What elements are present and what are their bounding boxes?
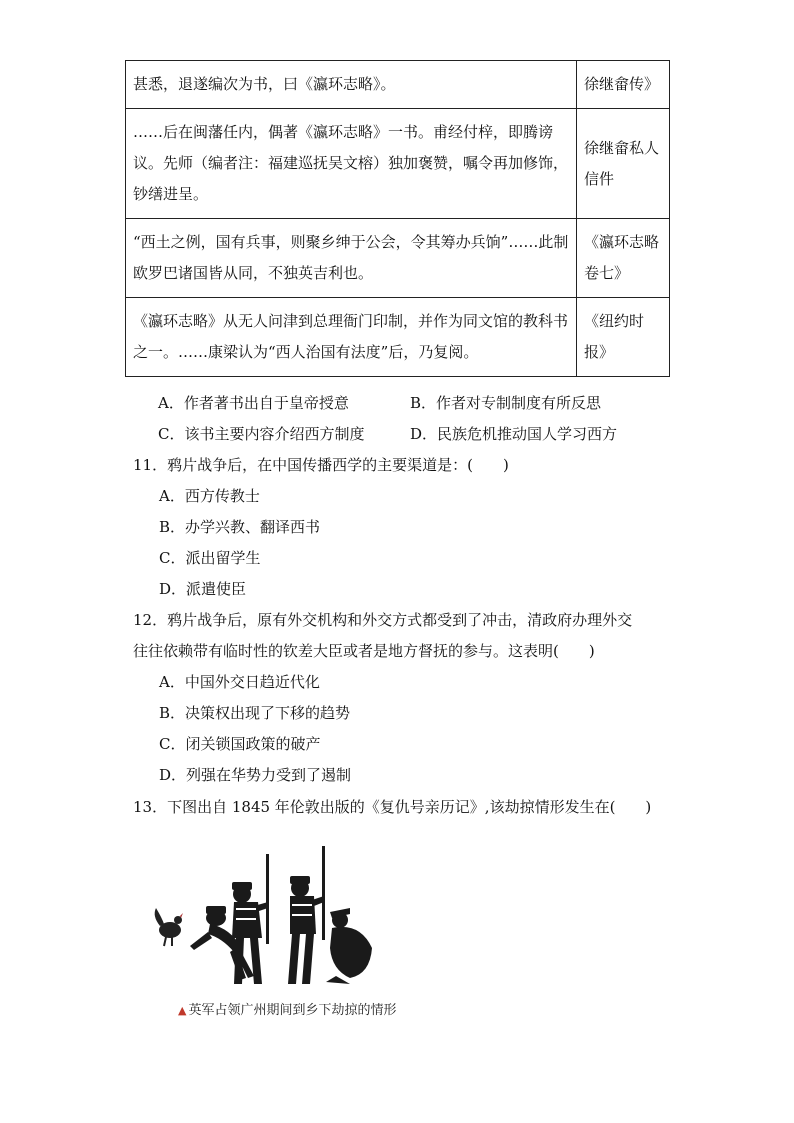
table-row: [126, 109, 670, 219]
figure-caption: [178, 1000, 408, 1022]
table-cell-text: ……后在闽藩任内，偶著《瀛环志略》一书。甫经付梓，即腾谤议。先师（编者注：福建巡抚吴文榕）独加褒赞，嘱令再加修饰，钞缮进呈。: [126, 109, 577, 219]
option-b[interactable]: B．作者对专制制度有所反思: [410, 394, 602, 412]
choice-c[interactable]: C．闭关锁国政策的破产: [159, 735, 321, 753]
choice-d[interactable]: D．列强在华势力受到了遏制: [159, 766, 352, 784]
table-row: [126, 61, 670, 109]
question-stem: 11．鸦片战争后，在中国传播西学的主要渠道是：( ): [133, 456, 509, 474]
question-11: [133, 450, 673, 605]
question-stem-line-1: 12．鸦片战争后，原有外交机构和外交方式都受到了冲击，清政府办理外交: [133, 611, 633, 629]
option-c[interactable]: C．该书主要内容介绍西方制度: [158, 425, 365, 443]
option-a[interactable]: A．作者著书出自于皇帝授意: [158, 394, 349, 412]
source-table: [125, 60, 670, 377]
question-12: [133, 605, 673, 791]
choice-a[interactable]: A．西方传教士: [159, 487, 260, 505]
choice-b[interactable]: B．办学兴教、翻译西书: [159, 518, 321, 536]
table-cell-text: 甚悉，退遂编次为书，曰《瀛环志略》。: [126, 61, 577, 109]
table-cell-text: “西土之例，国有兵事，则聚乡绅于公会，令其筹办兵饷”……此制欧罗巴诸国皆从同，不独英吉利也。: [126, 219, 577, 298]
choice-c[interactable]: C．派出留学生: [159, 549, 261, 567]
soldier-3-figure: [288, 846, 325, 984]
table-cell-text: 《瀛环志略》从无人问津到总理衙门印制，并作为同文馆的教科书之一。……康梁认为“西人治国有法度”后，乃复阅。: [126, 298, 577, 377]
villager-figure: [326, 908, 372, 984]
table-cell-source: 徐继畲传》: [577, 61, 670, 109]
table-cell-source: 《瀛环志略卷七》: [577, 219, 670, 298]
option-d[interactable]: D．民族危机推动国人学习西方: [410, 425, 618, 443]
question-13: [133, 792, 673, 823]
question-stem-line-2: 往往依赖带有临时性的钦差大臣或者是地方督抚的参与。这表明( ): [133, 642, 595, 660]
soldier-2-figure: [232, 854, 269, 984]
table-cell-source: 《纽约时报》: [577, 298, 670, 377]
choice-a[interactable]: A．中国外交日趋近代化: [159, 673, 320, 691]
soldiers-illustration: [150, 838, 400, 998]
caption-text: 英军占领广州期间到乡下劫掠的情形: [188, 1003, 397, 1018]
table-cell-source: 徐继畲私人信件: [577, 109, 670, 219]
q10-options: [158, 388, 678, 450]
table-row: [126, 298, 670, 377]
triangle-marker-icon: ▲: [178, 1004, 187, 1017]
option-row: [158, 419, 678, 450]
choice-b[interactable]: B．决策权出现了下移的趋势: [159, 704, 351, 722]
question-stem: 13．下图出自 1845 年伦敦出版的《复仇号亲历记》,该劫掠情形发生在( ): [133, 798, 652, 816]
choice-d[interactable]: D．派遣使臣: [159, 580, 247, 598]
rooster-figure: [155, 908, 183, 946]
option-row: [158, 388, 678, 419]
table-row: [126, 219, 670, 298]
